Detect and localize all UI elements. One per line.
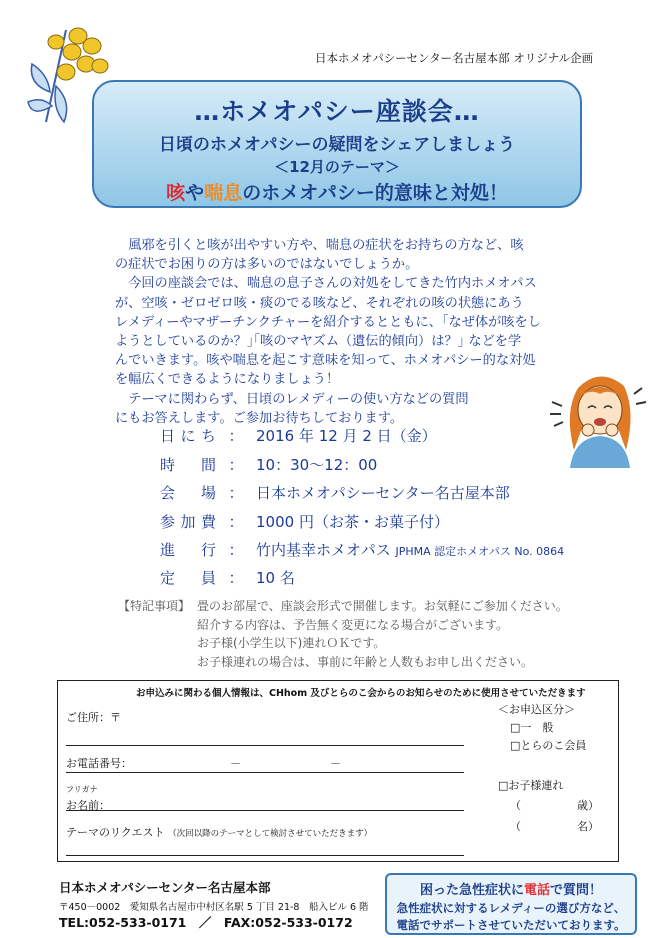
callout-text: 困った急性症状に bbox=[419, 883, 524, 898]
child-count-field[interactable] bbox=[510, 818, 599, 834]
count-unit: 名） bbox=[577, 820, 599, 833]
child-age-field[interactable] bbox=[510, 797, 599, 813]
phone-dash: － bbox=[230, 757, 241, 770]
callout-text: で質問！ bbox=[550, 883, 603, 898]
intro-line: 今回の座談会では、喘息の息子さんの対処をしてきた竹内ホメオパス bbox=[128, 276, 537, 292]
phone-label: お電話番号： bbox=[66, 757, 132, 770]
option-member-checkbox[interactable]: □とらのこ会員 bbox=[510, 739, 587, 752]
intro-line: の症状でお困りの方は多いのではないでしょうか。 bbox=[115, 257, 419, 273]
footer-address: 〒450－0002 愛知県名古屋市中村区名駅 5 丁目 21-8 船入ビル 6 階 bbox=[59, 902, 369, 913]
row-venue bbox=[160, 482, 510, 503]
host-value: 竹内基幸ホメオパス bbox=[256, 541, 391, 559]
row-fee bbox=[160, 511, 449, 532]
intro-line: ようとしているのか？｣｢咳のマヤズム（遺伝的傾向）は？｣ などを学 bbox=[115, 334, 522, 350]
separator: ： bbox=[228, 484, 244, 502]
venue-label: 会場 bbox=[160, 484, 216, 502]
phone-field[interactable] bbox=[66, 772, 464, 773]
row-capacity bbox=[160, 567, 295, 588]
option-general-checkbox[interactable]: □一 般 bbox=[510, 721, 554, 734]
phone-dash: － bbox=[330, 757, 341, 770]
theme-particle: や bbox=[185, 182, 205, 204]
intro-line: を幅広くできるようになりましょう！ bbox=[115, 372, 340, 388]
phone-support-callout bbox=[385, 873, 637, 935]
callout-headline bbox=[387, 879, 635, 898]
coughing-girl-illustration bbox=[548, 368, 648, 468]
event-subtitle: 日頃のホメオパシーの疑問をシェアしましょう bbox=[158, 135, 516, 155]
theme-word-asthma: 喘息 bbox=[204, 182, 243, 204]
capacity-value: 10 名 bbox=[256, 569, 295, 587]
row-time bbox=[160, 454, 377, 475]
address-label: ご住所：〒 bbox=[66, 711, 121, 724]
footer-organization: 日本ホメオパシーセンター名古屋本部 bbox=[59, 880, 271, 895]
row-date bbox=[160, 425, 437, 446]
application-form bbox=[57, 680, 619, 862]
footer-tel-fax: TEL:052-533-0171 ／ FAX:052-533-0172 bbox=[59, 915, 353, 930]
separator: ： bbox=[228, 456, 244, 474]
date-value: 2016 年 12 月 2 日（金） bbox=[256, 427, 437, 445]
theme-label: ＜12月のテーマ＞ bbox=[274, 158, 400, 176]
callout-line: 電話でサポートさせていただいております。 bbox=[396, 918, 626, 932]
intro-line: が、空咳・ゼロゼロ咳・痰のでる咳など、それぞれの咳の状態にあう bbox=[115, 295, 524, 311]
age-unit: 歳） bbox=[577, 799, 599, 812]
note-line: 紹介する内容は、予告無く変更になる場合がございます。 bbox=[197, 617, 509, 632]
intro-text bbox=[115, 236, 603, 428]
theme-title bbox=[94, 178, 580, 205]
name-field[interactable] bbox=[66, 810, 464, 811]
theme-word-cough: 咳 bbox=[166, 182, 186, 204]
option-child-checkbox[interactable]: □お子様連れ bbox=[498, 779, 564, 792]
date-label: 日にち bbox=[160, 427, 216, 445]
note-line: お子様連れの場合は、事前に年齢と人数もお申し出ください。 bbox=[197, 654, 534, 669]
host-note: JPHMA 認定ホメオパス No. 0864 bbox=[395, 545, 565, 558]
name-label: お名前： bbox=[66, 799, 110, 812]
request-field[interactable] bbox=[66, 855, 464, 856]
capacity-label: 定員 bbox=[160, 569, 216, 587]
separator: ： bbox=[228, 513, 244, 531]
notes-label: 【特記事項】 bbox=[118, 599, 191, 613]
intro-line: にもお答えします。ご参加お待ちしております。 bbox=[115, 410, 404, 426]
intro-line: んでいきます。咳や喘息を起こす意味を知って、ホメオパシー的な対処 bbox=[115, 353, 536, 369]
time-label: 時間 bbox=[160, 456, 216, 474]
callout-line: 急性症状に対するレメディーの選び方など、 bbox=[396, 901, 626, 915]
host-label: 進行 bbox=[160, 541, 216, 559]
separator: ： bbox=[228, 541, 244, 559]
request-label bbox=[66, 824, 372, 840]
category-title: ＜お申込区分＞ bbox=[498, 703, 575, 716]
venue-value: 日本ホメオパシーセンター名古屋本部 bbox=[256, 484, 510, 502]
event-header bbox=[92, 80, 582, 208]
fee-label: 参加費 bbox=[160, 513, 216, 531]
note-line: お子様(小学生以下)連れＯＫです。 bbox=[197, 636, 386, 650]
request-label-text: テーマのリクエスト bbox=[66, 826, 165, 839]
intro-line: レメディーやマザーチンクチャーを紹介するとともに、｢なぜ体が咳をし bbox=[115, 314, 541, 330]
request-note: （次回以降のテーマとして検討させていただきます） bbox=[168, 829, 373, 839]
event-title: …ホメオパシー座談会… bbox=[194, 97, 480, 126]
furigana-label: フリガナ bbox=[66, 785, 98, 794]
privacy-notice: お申込みに関わる個人情報は、CHhom 及びとらのこ会からのお知らせのために使用させていただきます bbox=[136, 688, 586, 699]
separator: ： bbox=[228, 569, 244, 587]
fee-value: 1000 円（お茶・お菓子付） bbox=[256, 513, 449, 531]
paren-open: （ bbox=[510, 799, 521, 812]
organizer-heading: 日本ホメオパシーセンター名古屋本部 オリジナル企画 bbox=[315, 51, 594, 65]
note-line: 畳のお部屋で、座談会形式で開催します。お気軽にご参加ください。 bbox=[197, 599, 568, 613]
separator: ： bbox=[228, 427, 244, 445]
theme-rest: のホメオパシー的意味と対処！ bbox=[242, 182, 508, 204]
intro-line: 風邪を引くと咳が出やすい方や、喘息の症状をお持ちの方など、咳 bbox=[128, 238, 524, 253]
paren-open: （ bbox=[510, 820, 521, 833]
intro-line: テーマに関わらず、日頃のレメディーの使い方などの質問 bbox=[128, 391, 469, 407]
row-host bbox=[160, 539, 564, 560]
callout-phone-word: 電話 bbox=[523, 883, 550, 898]
address-field[interactable] bbox=[66, 745, 464, 746]
notes-list bbox=[197, 597, 617, 671]
time-value: 10：30～12：00 bbox=[256, 456, 378, 474]
